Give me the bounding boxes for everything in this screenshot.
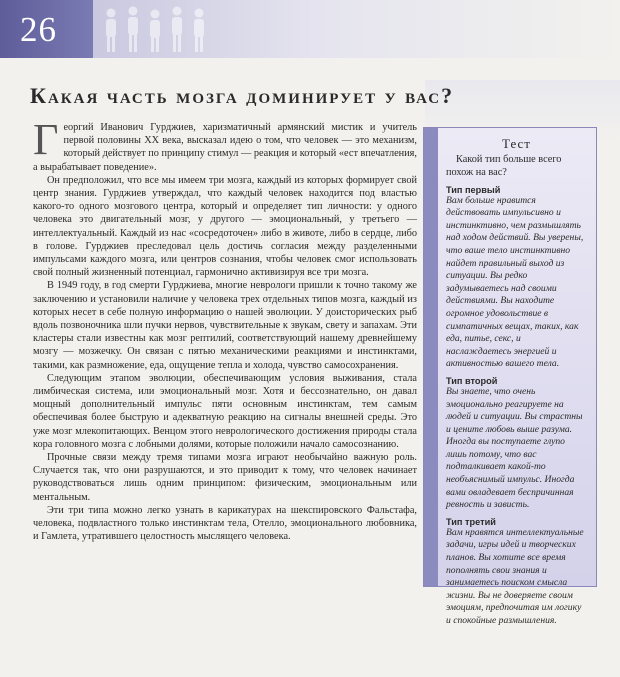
sidebar-edge-stripe xyxy=(424,128,438,586)
article-paragraph: Эти три типа можно легко узнать в карикатурах на шекспировского Фальстафа, человека, подвластного только инстинктам тела, Отелло, эмоционального любовника, и Гамлета, утратившего целостность мыслящего человека. xyxy=(33,504,417,543)
test-title: Тест xyxy=(502,136,531,151)
page-number: 26 xyxy=(20,10,57,49)
type-1-text: Вам больше нравится действовать импульсивно и инстинктивно, чем размышлять над ходом действий. Вы уверены, что ваше тело инстинктивно найдет правильный выход из ситуации. Вы редко задумываетесь над своими действиями. Вы находите огромное удовольствие в симпатичных вещах, таких, как еда, питье, секс, и наслаждаетесь энергией и активностью вашего тела. xyxy=(446,194,584,370)
type-3-heading: Тип третий xyxy=(446,516,496,527)
type-2-heading: Тип второй xyxy=(446,375,498,386)
article-body xyxy=(33,115,417,544)
type-3-text: Вам нравятся интеллектуальные задачи, игры идей и творческих планов. Вы хотите все время пополнять свои знания и занимаетесь поиском смысла жизни. Вы не доверяете своим эмоциям, предпочитая им логику и спокойные размышления. xyxy=(446,526,584,626)
test-sidebar xyxy=(423,127,597,626)
type-2-text: Вы знаете, что очень эмоционально реагируете на людей и ситуации. Вы страстны и цените любовь выше разума. Иногда вы поступаете глупо лишь потому, что вас подталкивает какой-то необъяснимый импульс. Иногда вами овладевает беспричинная ревность и зависть. xyxy=(446,385,583,511)
header-band xyxy=(93,0,620,58)
drop-cap: Г xyxy=(33,115,59,164)
test-question: Какой тип больше всего похож на вас? xyxy=(446,154,562,178)
article-paragraph: В 1949 году, в год смерти Гурджиева, многие неврологи пришли к точно такому же заключению и установили наличие у человека трех отдельных типов мозга, каждый из которых несет в себе полную информацию о нашей эволюции. У доисторических рыб вдоль позвоночника шли пучки нервов, чувствительные к звукам, свету и запахам. Эти кластеры стали известны как мозг рептилий, соответствующий нашему древнейшему мозгу — мозжечку. Он связан с пятью механическими реакциями и инстинктами, такими, как размножение, еда, ощущение тепла и холода, чувство самосохранения. xyxy=(33,280,417,371)
people-silhouettes-graphic xyxy=(93,0,620,58)
type-1-heading: Тип первый xyxy=(446,184,501,195)
article-paragraph: Прочные связи между тремя типами мозга играют необычайно важную роль. Случается так, что они разрушаются, и это приводит к тому, что человек начинает руководствоваться лишь одним принципом: физическим, эмоциональным или ментальным. xyxy=(33,452,417,503)
article-paragraph: Георгий Иванович Гурджиев, харизматичный армянский мистик и учитель первой половины XX века, высказал идею о том, что человек — это механизм, который действует по принципу стимул — реакция и который «ест впечатления, а вырабатывает поведение». xyxy=(33,115,417,173)
page-number-box xyxy=(0,0,93,58)
article-paragraph: Он предположил, что все мы имеем три мозга, каждый из которых формирует свой центр знания. Гурджиев утверждал, что каждый человек находится под властью какого-то одного мозгового центра, который и определяет тип личности: у одного человека это двигательный мозг, у другого — эмоциональный, у третьего — интеллектуальный. Каждый из нас «сосредоточен» либо в животе, либо в сердце, либо в голове. Гурджиев преследовал цель достичь согласия между разделенными импульсами каждого мозга, или центров сознания, чтобы человек смог использовать свой полный жизненный потенциал, гармонично активизируя все три мозга. xyxy=(33,174,417,279)
page-title: Какая часть мозга доминирует у вас? xyxy=(30,82,455,108)
article-paragraph: Следующим этапом эволюции, обеспечивающим условия выживания, стала лимбическая система, или эмоциональный мозг. Хотя и бессознательно, он давал мощный дополнительный импульс пяти основным инстинктам, тем самым обеспечивая более быструю и адекватную реакцию на сигналы внешней среды. Это уже мозг млекопитающих. Венцом этого неврологического достижения природы стала кора головного мозга с лобными долями, которые положили начало самосознанию. xyxy=(33,372,417,450)
